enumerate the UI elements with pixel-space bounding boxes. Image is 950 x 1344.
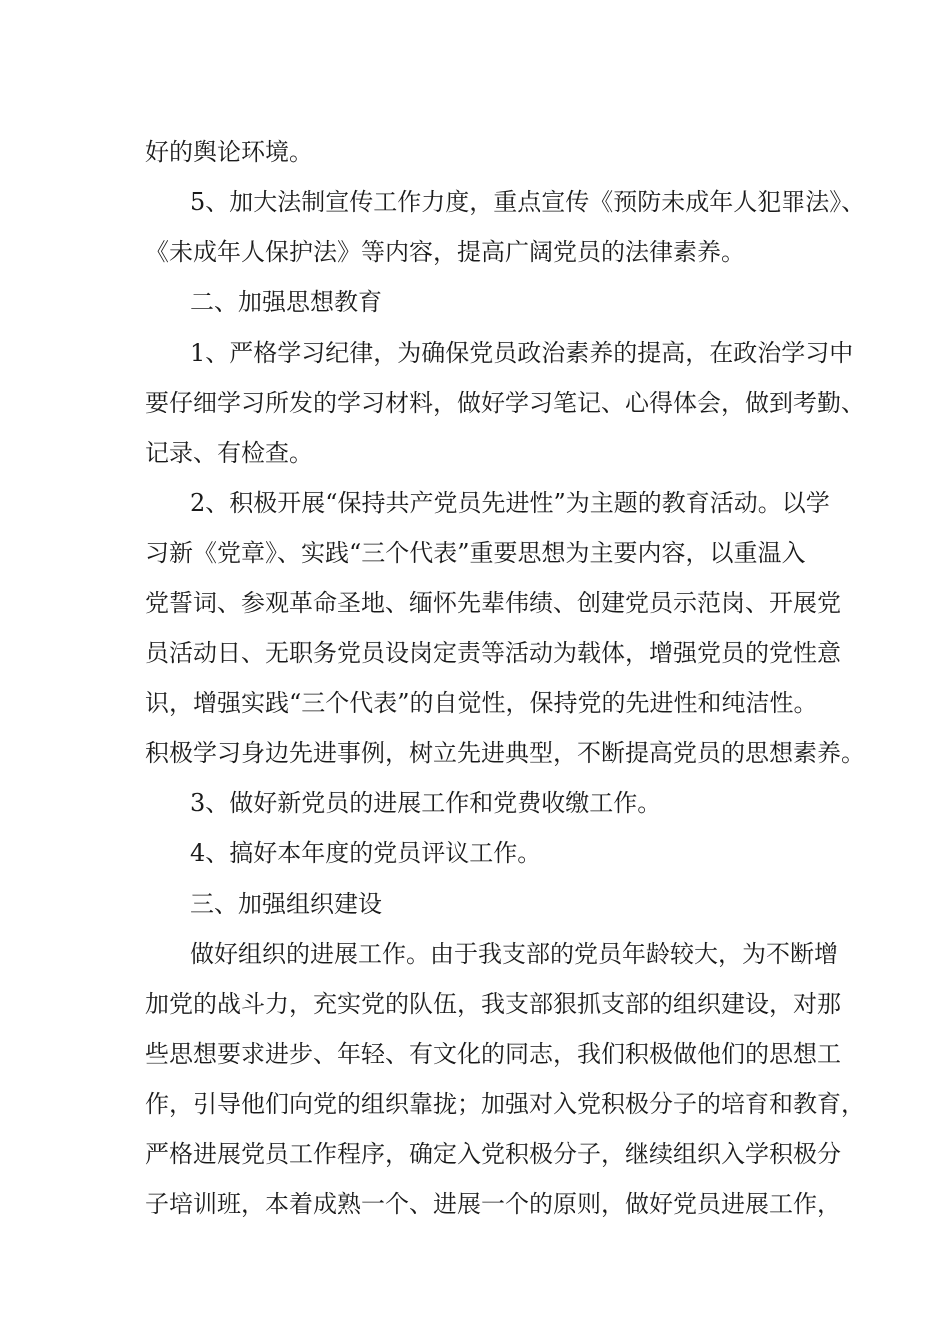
text-line: 1、严格学习纪律，为确保党员政治素养的提高，在政治学习中 — [190, 339, 854, 367]
text-line: 要仔细学习所发的学习材料，做好学习笔记、心得体会，做到考勤、 — [145, 389, 865, 417]
text-line: 些思想要求进步、年轻、有文化的同志，我们积极做他们的思想工 — [145, 1040, 841, 1068]
text-line: 好的舆论环境。 — [145, 138, 313, 166]
text-line: 识，增强实践“三个代表”的自觉性，保持党的先进性和纯洁性。 — [145, 689, 818, 717]
text-line: 3、做好新党员的进展工作和党费收缴工作。 — [190, 789, 662, 817]
text-line: 做好组织的进展工作。由于我支部的党员年龄较大，为不断增 — [190, 940, 838, 968]
text-line: 员活动日、无职务党员设岗定责等活动为载体，增强党员的党性意 — [145, 639, 841, 667]
text-line: 习新《党章》、实践“三个代表”重要思想为主要内容，以重温入 — [145, 539, 806, 567]
text-line: 子培训班，本着成熟一个、进展一个的原则，做好党员进展工作， — [145, 1190, 841, 1218]
text-line: 2、积极开展“保持共产党员先进性”为主题的教育活动。以学 — [190, 489, 830, 517]
text-line: 加党的战斗力，充实党的队伍，我支部狠抓支部的组织建设，对那 — [145, 990, 841, 1018]
section-heading: 三、加强组织建设 — [190, 890, 382, 918]
text-line: 严格进展党员工作程序，确定入党积极分子，继续组织入学积极分 — [145, 1140, 841, 1168]
text-line: 4、搞好本年度的党员评议工作。 — [190, 839, 542, 867]
text-line: 5、加大法制宣传工作力度，重点宣传《预防未成年人犯罪法》、 — [190, 188, 866, 216]
text-line: 《未成年人保护法》等内容，提高广阔党员的法律素养。 — [145, 238, 745, 266]
text-line: 积极学习身边先进事例，树立先进典型，不断提高党员的思想素养。 — [145, 739, 865, 767]
text-line: 作，引导他们向党的组织靠拢；加强对入党积极分子的培育和教育， — [145, 1090, 865, 1118]
text-line: 党誓词、参观革命圣地、缅怀先辈伟绩、创建党员示范岗、开展党 — [145, 589, 841, 617]
text-line: 记录、有检查。 — [145, 439, 313, 467]
section-heading: 二、加强思想教育 — [190, 288, 382, 316]
